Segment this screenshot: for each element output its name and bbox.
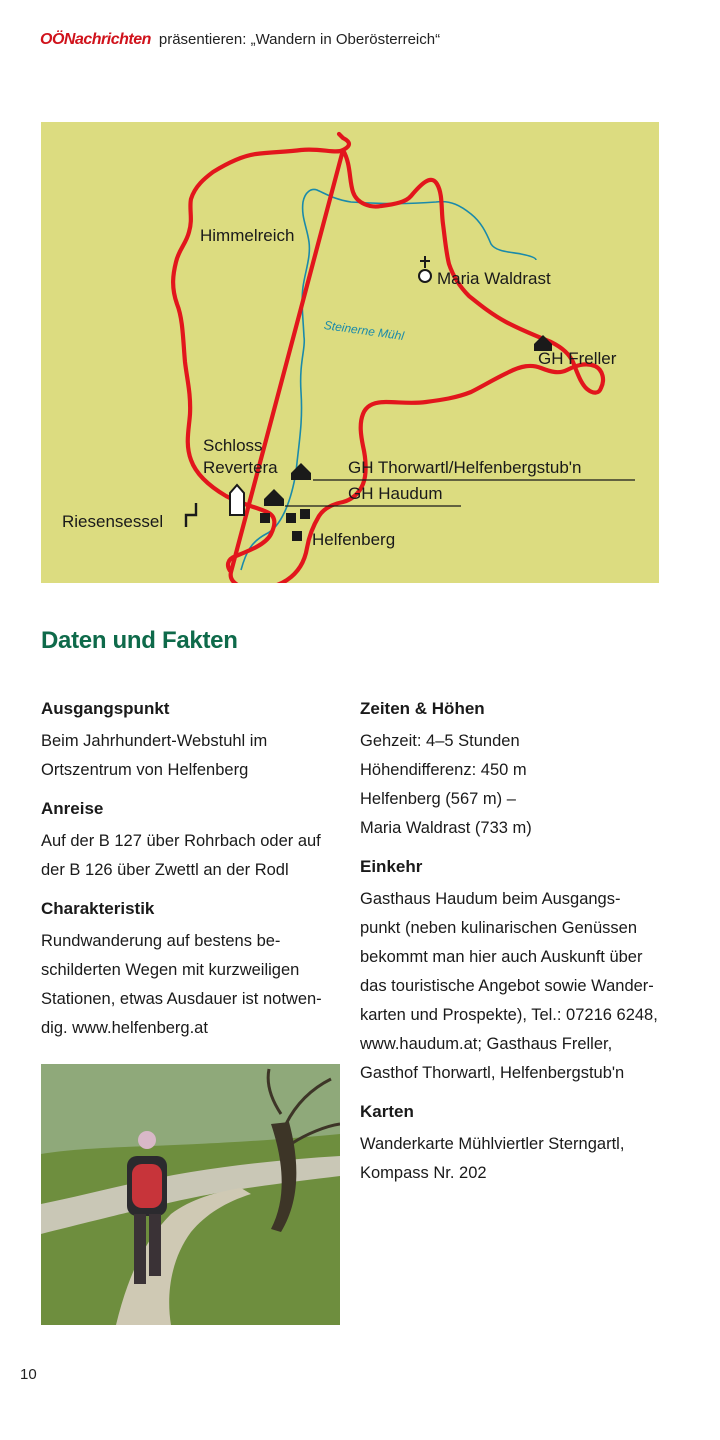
fact-line: der B 126 über Zwettl an der Rodl bbox=[41, 861, 289, 879]
fact-line: dig. www.helfenberg.at bbox=[41, 1019, 208, 1037]
house-icon-haudum bbox=[264, 489, 284, 506]
map-label-gh-thorwartl: GH Thorwartl/Helfenbergstub'n bbox=[348, 458, 582, 477]
fact-line: www.haudum.at; Gasthaus Freller, bbox=[360, 1035, 613, 1053]
map-label-maria-waldrast: Maria Waldrast bbox=[437, 269, 551, 288]
fact-heading: Anreise bbox=[41, 799, 104, 818]
fact-anreise bbox=[41, 797, 341, 885]
fact-line: Gasthaus Haudum beim Ausgangs- bbox=[360, 890, 621, 908]
hiker-photo-graphic bbox=[41, 1064, 340, 1325]
fact-line: Ortszentrum von Helfenberg bbox=[41, 761, 249, 779]
church-cross-icon bbox=[419, 256, 431, 282]
fact-line: karten und Prospekte), Tel.: 07216 6248, bbox=[360, 1006, 658, 1024]
fact-line: schilderten Wegen mit kurzweiligen bbox=[41, 961, 300, 979]
village-square-icon bbox=[292, 531, 302, 541]
fact-karten bbox=[360, 1100, 670, 1188]
section-title: Daten und Fakten bbox=[41, 627, 238, 654]
house-icon-thorwartl bbox=[291, 463, 311, 480]
fact-line: Rundwanderung auf bestens be- bbox=[41, 932, 281, 950]
facts-right-column bbox=[360, 697, 670, 1200]
fact-heading: Karten bbox=[360, 1102, 414, 1121]
fact-einkehr bbox=[360, 855, 670, 1088]
fact-charakteristik bbox=[41, 897, 341, 1043]
castle-tower-icon bbox=[230, 485, 244, 515]
fact-line: Wanderkarte Mühlviertler Sterngartl, bbox=[360, 1135, 625, 1153]
fact-line: Gasthof Thorwartl, Helfenbergstub'n bbox=[360, 1064, 625, 1082]
header-presents-text: präsentieren: „Wandern in Oberösterreich“ bbox=[158, 31, 441, 48]
map-label-gh-haudum: GH Haudum bbox=[348, 484, 443, 503]
fact-line: Höhendifferenz: 450 m bbox=[360, 761, 527, 779]
map-label-riesensessel: Riesensessel bbox=[62, 512, 164, 531]
fact-line: Auf der B 127 über Rohrbach oder auf bbox=[41, 832, 321, 850]
chair-icon bbox=[186, 503, 196, 527]
page-header bbox=[40, 31, 440, 49]
village-square-icon bbox=[286, 513, 296, 523]
oon-logo: OÖNachrichten bbox=[40, 31, 151, 48]
fact-line: das touristische Angebot sowie Wander- bbox=[360, 977, 654, 995]
fact-ausgangspunkt bbox=[41, 697, 341, 785]
fact-line: Beim Jahrhundert-Webstuhl im bbox=[41, 732, 268, 750]
fact-line: Helfenberg (567 m) – bbox=[360, 790, 516, 808]
fact-line: Kompass Nr. 202 bbox=[360, 1164, 487, 1182]
map-label-gh-freller: GH Freller bbox=[538, 349, 617, 368]
fact-line: bekommt man hier auch Auskunft über bbox=[360, 948, 643, 966]
village-square-icon bbox=[260, 513, 270, 523]
map-label-helfenberg: Helfenberg bbox=[312, 530, 396, 549]
fact-zeiten-hoehen bbox=[360, 697, 670, 843]
fact-line: Gehzeit: 4–5 Stunden bbox=[360, 732, 520, 750]
fact-line: Stationen, etwas Ausdauer ist notwen- bbox=[41, 990, 322, 1008]
village-square-icon bbox=[300, 509, 310, 519]
map-label-schloss: Schloss bbox=[203, 436, 263, 455]
fact-line: Maria Waldrast (733 m) bbox=[360, 819, 532, 837]
route-map bbox=[41, 122, 659, 583]
map-label-revertera: Revertera bbox=[203, 458, 278, 477]
fact-heading: Charakteristik bbox=[41, 899, 155, 918]
fact-heading: Einkehr bbox=[360, 857, 423, 876]
fact-heading: Ausgangspunkt bbox=[41, 699, 170, 718]
hiker-photo bbox=[41, 1064, 340, 1325]
map-label-himmelreich: Himmelreich bbox=[200, 226, 295, 245]
fact-line: punkt (neben kulinarischen Genüssen bbox=[360, 919, 638, 937]
map-label-steinerne-muehl: Steinerne Mühl bbox=[323, 318, 405, 344]
page-number: 10 bbox=[20, 1366, 37, 1383]
fact-heading: Zeiten & Höhen bbox=[360, 699, 485, 718]
facts-left-column bbox=[41, 697, 341, 1055]
